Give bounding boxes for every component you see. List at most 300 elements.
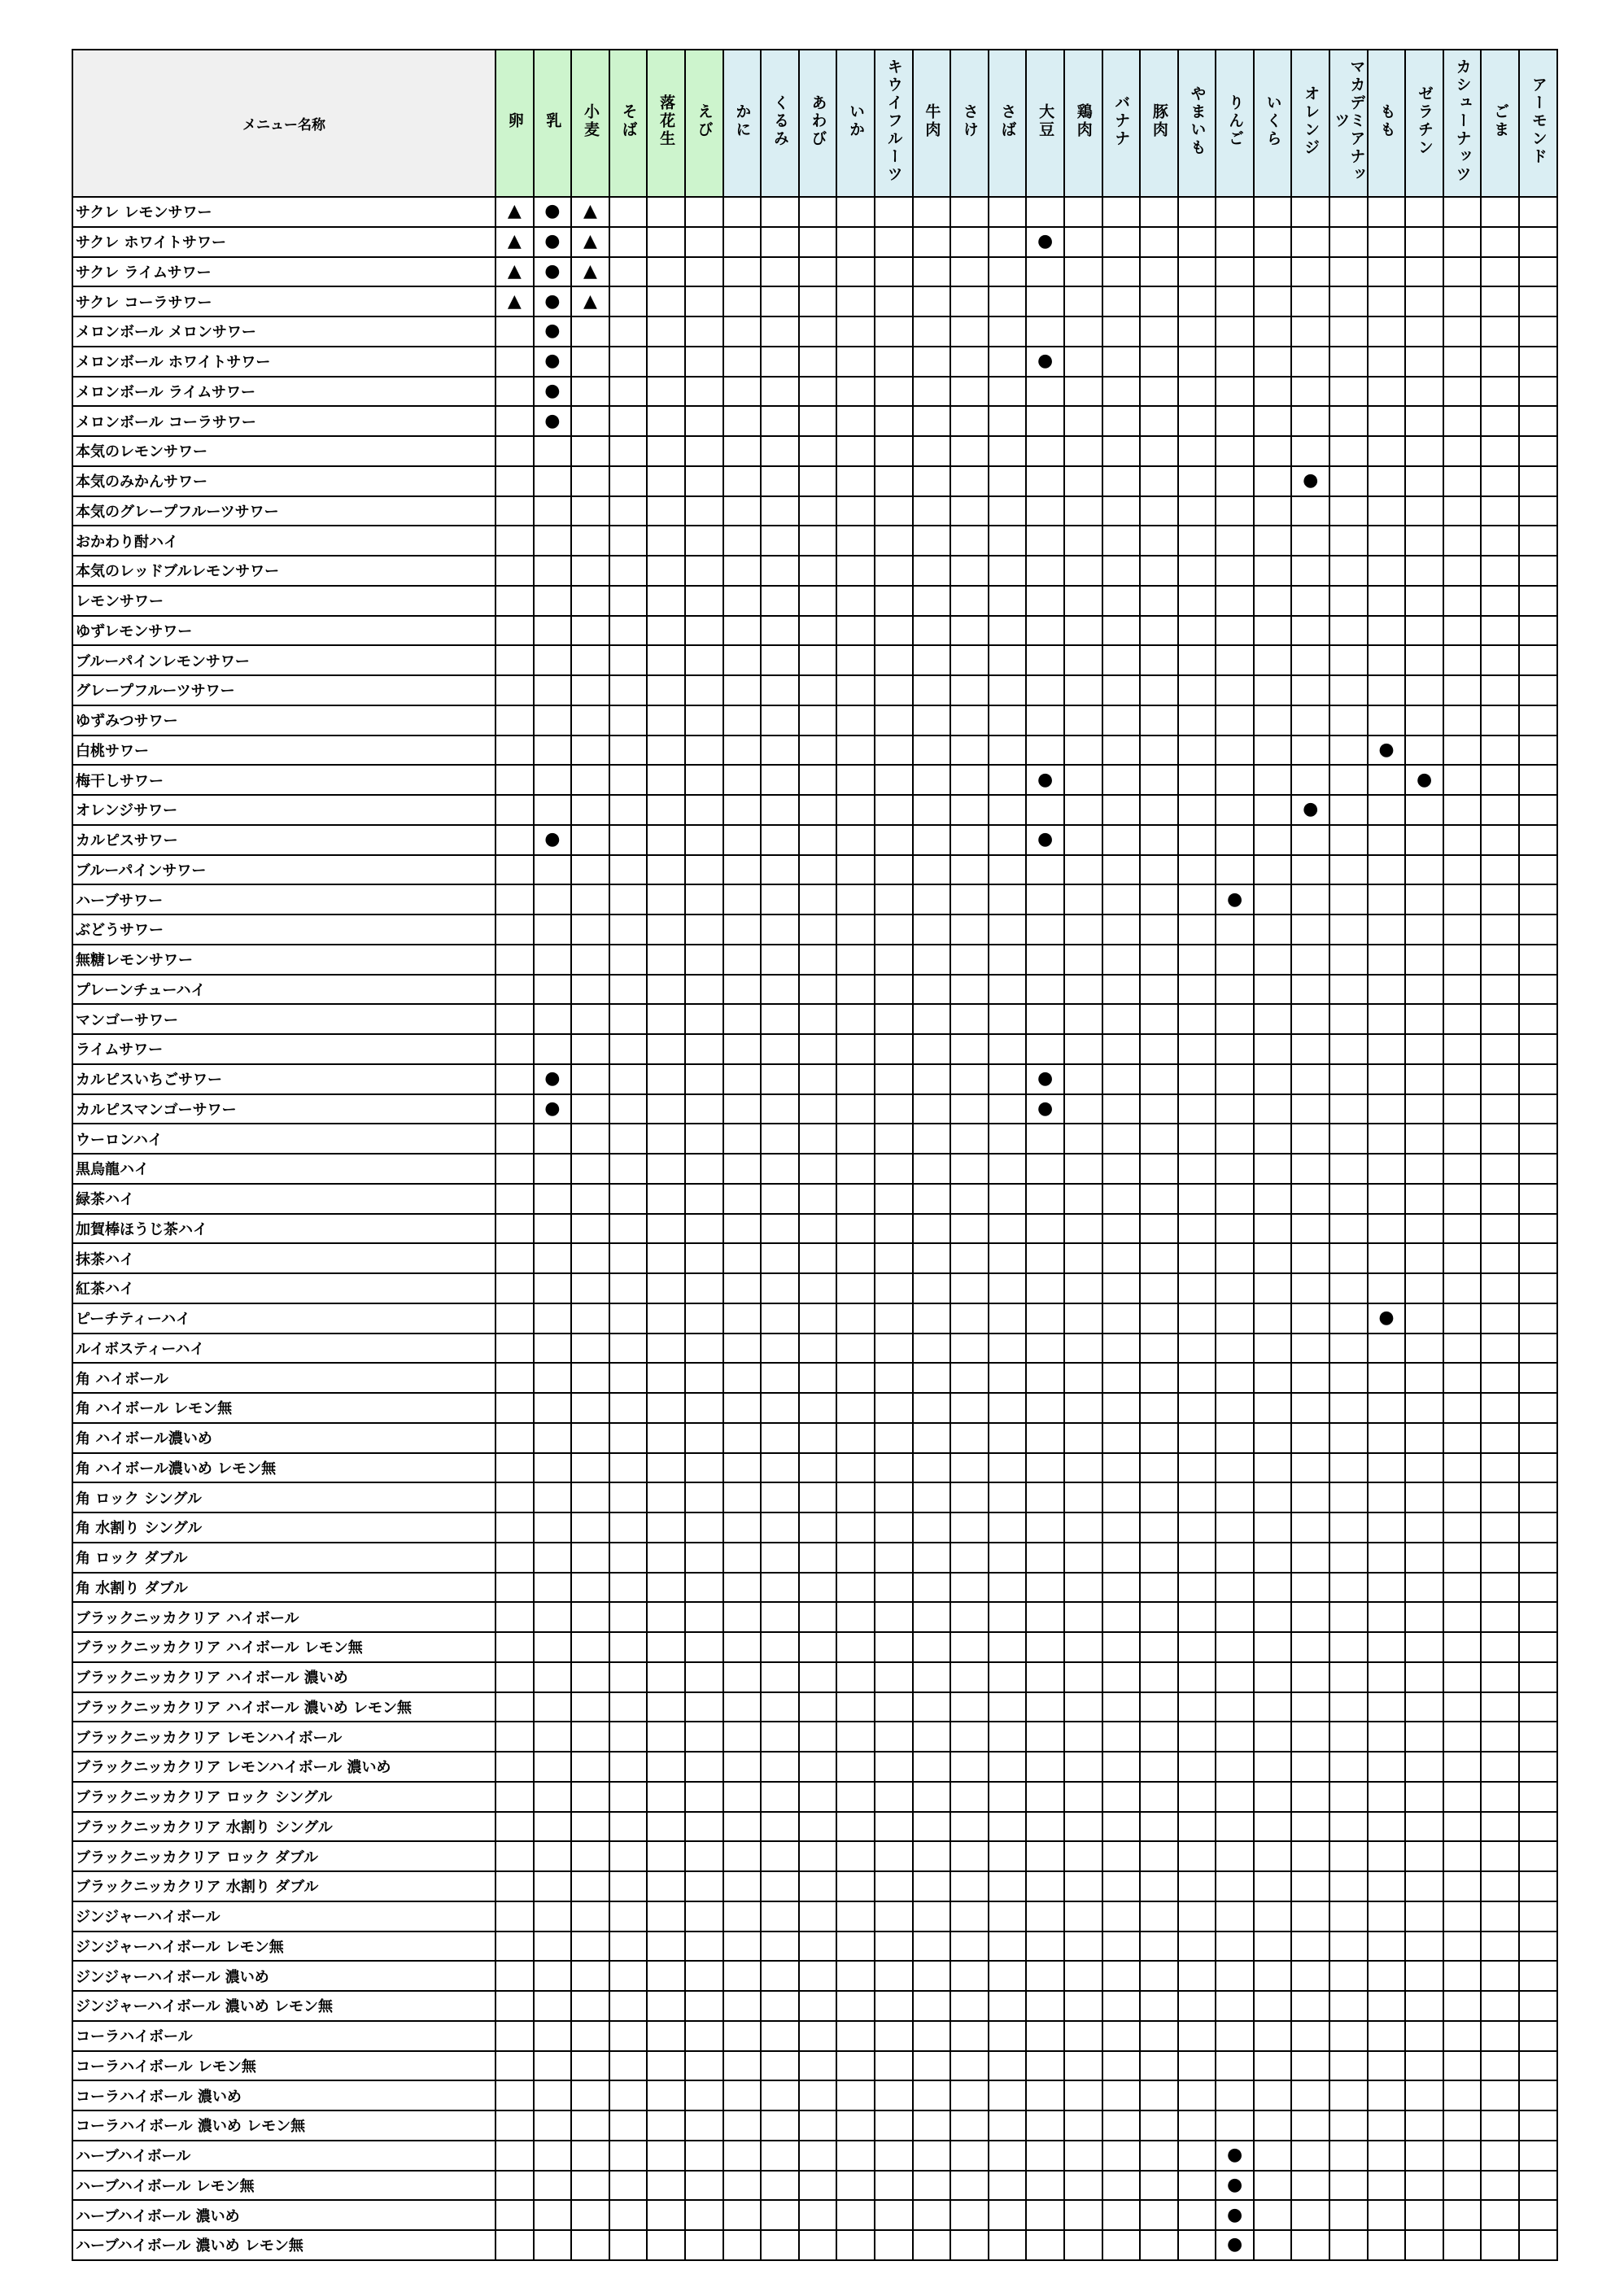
allergen-cell (1216, 227, 1254, 257)
allergen-cell (609, 1871, 648, 1901)
allergen-cell (1026, 1184, 1064, 1214)
allergen-cell (647, 2171, 685, 2201)
allergen-cell (495, 2051, 534, 2081)
allergen-cell (799, 1722, 837, 1752)
allergen-cell (1064, 1692, 1102, 1722)
allergen-cell (647, 975, 685, 1005)
allergen-cell (1368, 1812, 1406, 1842)
allergen-cell (1481, 2110, 1519, 2141)
allergen-cell (1405, 1482, 1443, 1512)
table-row (72, 347, 1557, 377)
allergen-cell (1102, 556, 1141, 586)
allergen-header (647, 50, 685, 197)
allergen-cell (571, 586, 609, 616)
allergen-header (1405, 50, 1443, 197)
allergen-cell (495, 556, 534, 586)
allergen-cell (1481, 2141, 1519, 2171)
allergen-cell (534, 975, 572, 1005)
allergen-cell (1178, 1303, 1216, 1334)
allergen-cell (609, 1841, 648, 1871)
allergen-cell (1140, 586, 1178, 616)
allergen-cell (913, 2051, 951, 2081)
allergen-cell (1140, 1961, 1178, 1991)
allergen-cell (761, 1692, 799, 1722)
allergen-cell (799, 1423, 837, 1453)
allergen-cell (1443, 1004, 1482, 1034)
allergen-cell (1329, 377, 1368, 407)
allergen-cell (1519, 914, 1557, 945)
allergen-cell (1064, 436, 1102, 466)
allergen-cell (1102, 1632, 1141, 1662)
allergen-header (836, 50, 875, 197)
allergen-header-label: くるみ (771, 94, 789, 148)
allergen-cell (989, 2200, 1027, 2230)
allergen-cell (1519, 1363, 1557, 1393)
allergen-cell (1178, 1154, 1216, 1184)
allergen-cell (1102, 2200, 1141, 2230)
allergen-cell (1178, 1214, 1216, 1244)
allergen-cell (1405, 1991, 1443, 2021)
menu-item-name: ピーチティーハイ (72, 1303, 495, 1334)
allergen-cell (950, 1482, 989, 1512)
allergen-cell (571, 884, 609, 914)
allergen-cell (495, 1662, 534, 1692)
allergen-cell (1064, 1004, 1102, 1034)
allergen-cell (1254, 1184, 1292, 1214)
allergen-cell (609, 1034, 648, 1064)
allergen-cell (571, 1453, 609, 1483)
allergen-cell (913, 1512, 951, 1543)
allergen-cell (1102, 1094, 1141, 1124)
allergen-cell (571, 1034, 609, 1064)
allergen-cell (1102, 1991, 1141, 2021)
allergen-cell (1291, 1932, 1329, 1962)
table-row (72, 1064, 1557, 1094)
allergen-cell (1140, 526, 1178, 556)
allergen-cell (609, 1932, 648, 1962)
allergen-cell (1291, 1273, 1329, 1303)
table-row (72, 1692, 1557, 1722)
allergen-cell (1102, 586, 1141, 616)
allergen-cell (1026, 316, 1064, 347)
allergen-cell (913, 1841, 951, 1871)
menu-item-name: メロンボール ライムサワー (72, 377, 495, 407)
allergen-cell (647, 945, 685, 975)
allergen-cell (875, 914, 913, 945)
allergen-cell (1519, 765, 1557, 795)
allergen-cell (799, 1334, 837, 1364)
allergen-cell (875, 1124, 913, 1154)
allergen-cell (685, 1722, 723, 1752)
allergen-cell (1026, 945, 1064, 975)
allergen-cell (950, 1901, 989, 1932)
allergen-cell (1368, 556, 1406, 586)
allergen-cell (1064, 795, 1102, 825)
allergen-cell (799, 736, 837, 766)
table-row (72, 257, 1557, 287)
allergen-cell (1519, 377, 1557, 407)
allergen-cell (913, 1722, 951, 1752)
allergen-cell (913, 705, 951, 736)
allergen-cell (1178, 2171, 1216, 2201)
allergen-header (1064, 50, 1102, 197)
allergen-cell (571, 556, 609, 586)
allergen-cell (1443, 1453, 1482, 1483)
allergen-cell (1291, 2230, 1329, 2260)
allergen-cell (1329, 855, 1368, 885)
allergen-cell (571, 316, 609, 347)
allergen-cell (723, 1064, 762, 1094)
allergen-cell (1368, 1273, 1406, 1303)
allergen-cell (836, 377, 875, 407)
allergen-cell (1481, 1692, 1519, 1722)
allergen-cell (1291, 1243, 1329, 1273)
allergen-cell (913, 1632, 951, 1662)
allergen-cell (571, 1782, 609, 1812)
allergen-cell (989, 1722, 1027, 1752)
allergen-cell (1026, 526, 1064, 556)
allergen-cell (609, 526, 648, 556)
allergen-cell (913, 2110, 951, 2141)
allergen-cell (950, 1573, 989, 1603)
allergen-cell (495, 884, 534, 914)
allergen-cell (761, 1512, 799, 1543)
allergen-cell (875, 1662, 913, 1692)
allergen-cell (1291, 736, 1329, 766)
allergen-cell (1481, 526, 1519, 556)
allergen-cell (1329, 2171, 1368, 2201)
allergen-cell (761, 1871, 799, 1901)
allergen-cell (1291, 1602, 1329, 1632)
allergen-cell (609, 1602, 648, 1632)
allergen-cell (799, 406, 837, 436)
allergen-cell (1443, 1094, 1482, 1124)
allergen-cell (723, 1543, 762, 1573)
allergen-cell (1405, 855, 1443, 885)
allergen-cell (1216, 645, 1254, 675)
allergen-cell (1368, 1901, 1406, 1932)
allergen-cell (1519, 975, 1557, 1005)
table-row (72, 1094, 1557, 1124)
allergen-cell (950, 1722, 989, 1752)
table-row (72, 1214, 1557, 1244)
allergen-cell (1102, 406, 1141, 436)
allergen-cell (609, 347, 648, 377)
allergen-cell (1026, 1782, 1064, 1812)
allergen-cell (950, 406, 989, 436)
allergen-cell (1405, 1901, 1443, 1932)
allergen-cell (609, 316, 648, 347)
allergen-cell (495, 1273, 534, 1303)
allergen-cell (647, 1154, 685, 1184)
menu-item-name: ゆずレモンサワー (72, 616, 495, 646)
allergen-cell (647, 1243, 685, 1273)
allergen-cell (1291, 1423, 1329, 1453)
allergen-cell (913, 347, 951, 377)
allergen-cell (875, 1363, 913, 1393)
allergen-cell (1178, 286, 1216, 316)
allergen-cell (534, 705, 572, 736)
allergen-cell (1064, 825, 1102, 855)
allergen-cell (1368, 406, 1406, 436)
allergen-cell (647, 1512, 685, 1543)
allergen-cell (647, 736, 685, 766)
allergen-cell (836, 705, 875, 736)
allergen-cell (1481, 227, 1519, 257)
allergen-cell (571, 736, 609, 766)
allergen-cell (1329, 1573, 1368, 1603)
allergen-cell (495, 2080, 534, 2110)
allergen-cell (1102, 1243, 1141, 1273)
menu-item-name: ブラックニッカクリア 水割り シングル (72, 1812, 495, 1842)
allergen-cell (761, 1243, 799, 1273)
allergen-cell (799, 2171, 837, 2201)
allergen-cell (1254, 1573, 1292, 1603)
allergen-cell (913, 1871, 951, 1901)
allergen-cell (761, 1453, 799, 1483)
allergen-cell (723, 2110, 762, 2141)
allergen-header-label: 乳 (544, 112, 562, 130)
allergen-cell (1102, 1871, 1141, 1901)
allergen-cell (495, 705, 534, 736)
menu-item-name: メロンボール ホワイトサワー (72, 347, 495, 377)
allergen-cell (1481, 855, 1519, 885)
allergen-cell (723, 586, 762, 616)
allergen-cell (1481, 347, 1519, 377)
allergen-cell (1216, 2051, 1254, 2081)
allergen-cell (1140, 914, 1178, 945)
allergen-cell (685, 1752, 723, 1782)
allergen-cell (1405, 526, 1443, 556)
allergen-cell (913, 1692, 951, 1722)
allergen-cell (989, 2171, 1027, 2201)
allergen-cell (1026, 1871, 1064, 1901)
allergen-cell (761, 1812, 799, 1842)
allergen-cell (761, 586, 799, 616)
allergen-cell (913, 825, 951, 855)
allergen-cell (875, 645, 913, 675)
allergen-cell (836, 1214, 875, 1244)
table-row (72, 1393, 1557, 1423)
allergen-cell (1368, 1841, 1406, 1871)
allergen-cell (534, 1632, 572, 1662)
allergen-cell (647, 1632, 685, 1662)
allergen-cell (571, 1124, 609, 1154)
allergen-cell (1329, 2230, 1368, 2260)
allergen-cell (950, 914, 989, 945)
allergen-cell (1216, 1064, 1254, 1094)
allergen-cell (1368, 1961, 1406, 1991)
allergen-cell (1178, 2200, 1216, 2230)
allergen-cell (571, 1184, 609, 1214)
allergen-cell (1443, 1334, 1482, 1364)
allergen-cell (1254, 436, 1292, 466)
allergen-cell (1329, 556, 1368, 586)
allergen-cell (495, 526, 534, 556)
allergen-cell (1405, 2080, 1443, 2110)
allergen-cell (1519, 1812, 1557, 1842)
allergen-cell (1481, 765, 1519, 795)
allergen-cell (609, 257, 648, 287)
allergen-cell (1443, 257, 1482, 287)
allergen-cell (1405, 1034, 1443, 1064)
allergen-cell (723, 1692, 762, 1722)
allergen-cell (609, 1243, 648, 1273)
allergen-cell (1026, 377, 1064, 407)
allergen-cell (1026, 645, 1064, 675)
allergen-cell (1519, 1662, 1557, 1692)
allergen-cell (1216, 975, 1254, 1005)
allergen-cell (1443, 2051, 1482, 2081)
allergen-cell (913, 1752, 951, 1782)
allergen-cell (761, 1124, 799, 1154)
allergen-cell (534, 675, 572, 705)
allergen-cell (571, 2051, 609, 2081)
allergen-cell (723, 825, 762, 855)
allergen-cell (1254, 1214, 1292, 1244)
allergen-cell (534, 1841, 572, 1871)
allergen-cell (950, 736, 989, 766)
table-row (72, 1722, 1557, 1752)
allergen-cell (836, 1871, 875, 1901)
allergen-cell (989, 795, 1027, 825)
menu-item-name: ジンジャーハイボール (72, 1901, 495, 1932)
allergen-cell (913, 645, 951, 675)
allergen-cell (1481, 1991, 1519, 2021)
allergen-cell (761, 2230, 799, 2260)
allergen-cell (1443, 975, 1482, 1005)
allergen-cell (1178, 1393, 1216, 1423)
allergen-cell (913, 1662, 951, 1692)
allergen-cell (836, 1632, 875, 1662)
allergen-cell (609, 1184, 648, 1214)
menu-item-name: サクレ レモンサワー (72, 197, 495, 227)
allergen-cell (1329, 1094, 1368, 1124)
allergen-cell (875, 945, 913, 975)
allergen-cell (495, 496, 534, 526)
allergen-cell (495, 1482, 534, 1512)
allergen-cell (1064, 466, 1102, 496)
allergen-cell (1064, 1782, 1102, 1812)
allergen-cell (1140, 1334, 1178, 1364)
allergen-cell (534, 645, 572, 675)
allergen-cell (950, 257, 989, 287)
allergen-cell (1329, 1273, 1368, 1303)
allergen-cell (1291, 1094, 1329, 1124)
allergen-cell: ● (534, 406, 572, 436)
allergen-cell (913, 286, 951, 316)
allergen-cell (1368, 2230, 1406, 2260)
allergen-cell (1178, 1812, 1216, 1842)
allergen-cell (1102, 1124, 1141, 1154)
allergen-cell (685, 316, 723, 347)
allergen-cell (989, 705, 1027, 736)
allergen-cell (1064, 645, 1102, 675)
allergen-cell (495, 2141, 534, 2171)
allergen-cell (1102, 227, 1141, 257)
allergen-cell (913, 975, 951, 1005)
allergen-cell (1140, 556, 1178, 586)
menu-item-name: ブラックニッカクリア 水割り ダブル (72, 1871, 495, 1901)
allergen-cell (836, 406, 875, 436)
allergen-cell (609, 436, 648, 466)
allergen-cell (1140, 1782, 1178, 1812)
allergen-cell (799, 616, 837, 646)
allergen-cell (1368, 526, 1406, 556)
allergen-header-label: かに (733, 103, 752, 139)
allergen-cell (913, 1004, 951, 1034)
allergen-cell (1064, 1423, 1102, 1453)
allergen-cell (950, 1961, 989, 1991)
allergen-cell (1102, 795, 1141, 825)
allergen-cell (571, 795, 609, 825)
allergen-cell (1254, 705, 1292, 736)
allergen-cell (989, 1782, 1027, 1812)
allergen-cell (875, 1334, 913, 1364)
allergen-cell (950, 2141, 989, 2171)
allergen-cell (495, 1004, 534, 1034)
allergen-cell (723, 1871, 762, 1901)
allergen-header (1178, 50, 1216, 197)
allergen-cell (1481, 1064, 1519, 1094)
table-row (72, 556, 1557, 586)
allergen-cell (571, 825, 609, 855)
allergen-cell (1519, 1334, 1557, 1364)
allergen-cell (1216, 1871, 1254, 1901)
allergen-cell (723, 736, 762, 766)
allergen-cell: ● (1216, 2200, 1254, 2230)
allergen-cell (1519, 2021, 1557, 2051)
allergen-cell (1140, 1034, 1178, 1064)
allergen-cell (609, 556, 648, 586)
menu-item-name: 角 水割り シングル (72, 1512, 495, 1543)
allergen-cell (1178, 1034, 1216, 1064)
allergen-cell (1405, 1841, 1443, 1871)
allergen-cell (1216, 2021, 1254, 2051)
allergen-cell (1443, 1423, 1482, 1453)
allergen-cell (1368, 855, 1406, 885)
allergen-cell (1368, 2171, 1406, 2201)
allergen-cell (950, 1782, 989, 1812)
allergen-cell (1064, 765, 1102, 795)
allergen-cell (1481, 1303, 1519, 1334)
allergen-cell (723, 1004, 762, 1034)
allergen-cell (950, 2080, 989, 2110)
allergen-cell (647, 1334, 685, 1364)
allergen-cell (761, 1482, 799, 1512)
allergen-cell (647, 377, 685, 407)
allergen-cell (799, 1393, 837, 1423)
table-row (72, 2230, 1557, 2260)
allergen-cell (1216, 1154, 1254, 1184)
allergen-cell (1140, 1094, 1178, 1124)
allergen-cell (1519, 1632, 1557, 1662)
allergen-cell (1254, 526, 1292, 556)
table-row (72, 1871, 1557, 1901)
allergen-cell (913, 526, 951, 556)
allergen-cell: ● (1026, 227, 1064, 257)
allergen-cell (836, 1752, 875, 1782)
allergen-cell (875, 227, 913, 257)
allergen-cell (1216, 1573, 1254, 1603)
allergen-cell (1178, 1573, 1216, 1603)
allergen-cell (1291, 855, 1329, 885)
allergen-cell (495, 586, 534, 616)
allergen-cell (1216, 526, 1254, 556)
allergen-cell (495, 1932, 534, 1962)
allergen-cell (1329, 1423, 1368, 1453)
allergen-cell (950, 1543, 989, 1573)
